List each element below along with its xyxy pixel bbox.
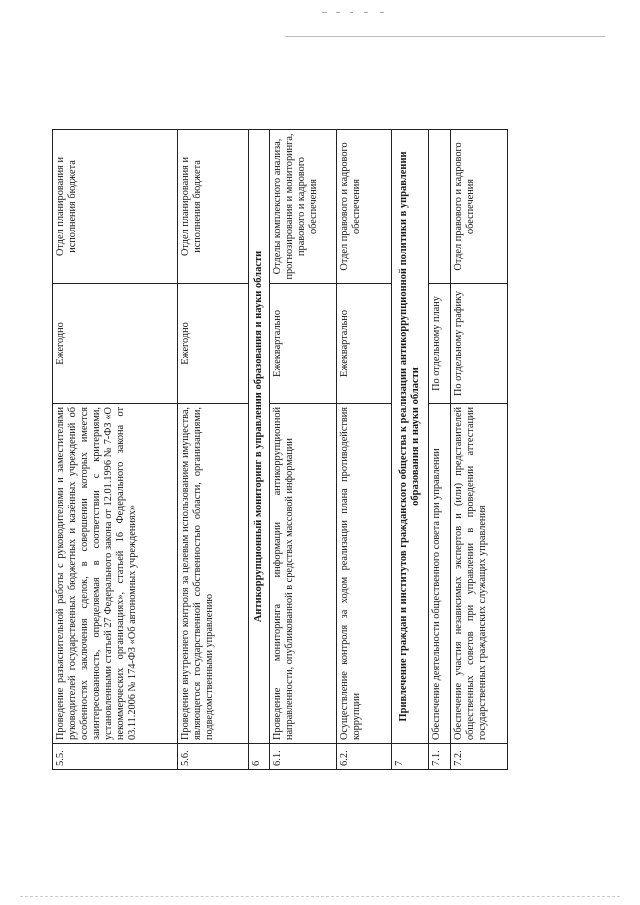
table-row: [336, 130, 392, 770]
table-row: [451, 130, 508, 770]
measure-text: Обеспечение деятельности общественного совета при управлении: [429, 404, 451, 744]
row-number: 6.2.: [336, 744, 392, 770]
section-row: [248, 130, 270, 770]
section-title: Привлечение граждан и институтов гражданского общества к реализации антикоррупционной политики в управлении образования и науки области: [392, 130, 429, 744]
responsible-cell: Отделы комплексного анализа, прогнозирования и мониторинга, правового и кадрового обеспечения: [270, 130, 337, 284]
measure-text: Обеспечение участия независимых экспертов и (или) представителей общественных советов при управлении в проведении аттестации государственных гражданских служащих управления: [451, 404, 508, 744]
anticorruption-plan-table: [52, 129, 508, 770]
scan-speck: [380, 12, 384, 13]
term-cell: Ежеквартально: [270, 284, 337, 404]
responsible-cell: Отдел правового и кадрового обеспечения: [336, 130, 392, 284]
row-number: 5.6.: [177, 744, 248, 770]
row-number: 7: [392, 744, 429, 770]
row-number: 5.5.: [53, 744, 178, 770]
term-cell: По отдельному плану: [429, 284, 451, 404]
rotated-table-container: [52, 130, 508, 770]
row-number: 7.2.: [451, 744, 508, 770]
measure-text: Проведение мониторинга информации антикоррупционной направленности, опубликованной в средствах массовой информации: [270, 404, 337, 744]
scan-speck: [350, 12, 353, 13]
row-number: 7.1.: [429, 744, 451, 770]
term-cell: Ежегодно: [177, 284, 248, 404]
scan-speck: [322, 12, 327, 13]
table-row: [429, 130, 451, 770]
measure-text: Проведение внутреннего контроля за целевым использованием имущества, являющегося государственной собственностью области, организациями, подведомственными управлению: [177, 404, 248, 744]
row-number: 6.1.: [270, 744, 337, 770]
measure-text: Осуществление контроля за ходом реализации плана противодействия коррупции: [336, 404, 392, 744]
scan-speck: [364, 12, 368, 13]
term-cell: По отдельному графику: [451, 284, 508, 404]
section-title: Антикоррупционный мониторинг в управлении образования и науки области: [248, 130, 270, 744]
measure-text: Проведение разъяснительной работы с руководителями и заместителями руководителей государственных бюджетных и казённых учреждений об особенностях заключения сделок, в совершении которых имеется заинтересованность, определяемая в соответствии с критериями, установленными статьей 27 Федерального закона от 12.01.1996 № 7-ФЗ «О некоммерческих организациях», статьей 16 Федерального закона от 03.11.2006 № 174-ФЗ «Об автономных учреждениях»: [53, 404, 178, 744]
scan-speck: [336, 12, 340, 13]
term-cell: Ежеквартально: [336, 284, 392, 404]
responsible-cell: [429, 130, 451, 284]
responsible-cell: Отдел планирования и исполнения бюджета: [177, 130, 248, 284]
table-row: [177, 130, 248, 770]
table-row: [53, 130, 178, 770]
term-cell: Ежегодно: [53, 284, 178, 404]
table-body: [53, 130, 508, 770]
header-rule: [285, 36, 605, 37]
section-row: [392, 130, 429, 770]
responsible-cell: Отдел правового и кадрового обеспечения: [451, 130, 508, 284]
responsible-cell: Отдел планирования и исполнения бюджета: [53, 130, 178, 284]
table-row: [270, 130, 337, 770]
row-number: 6: [248, 744, 270, 770]
footer-rule: [20, 896, 620, 897]
